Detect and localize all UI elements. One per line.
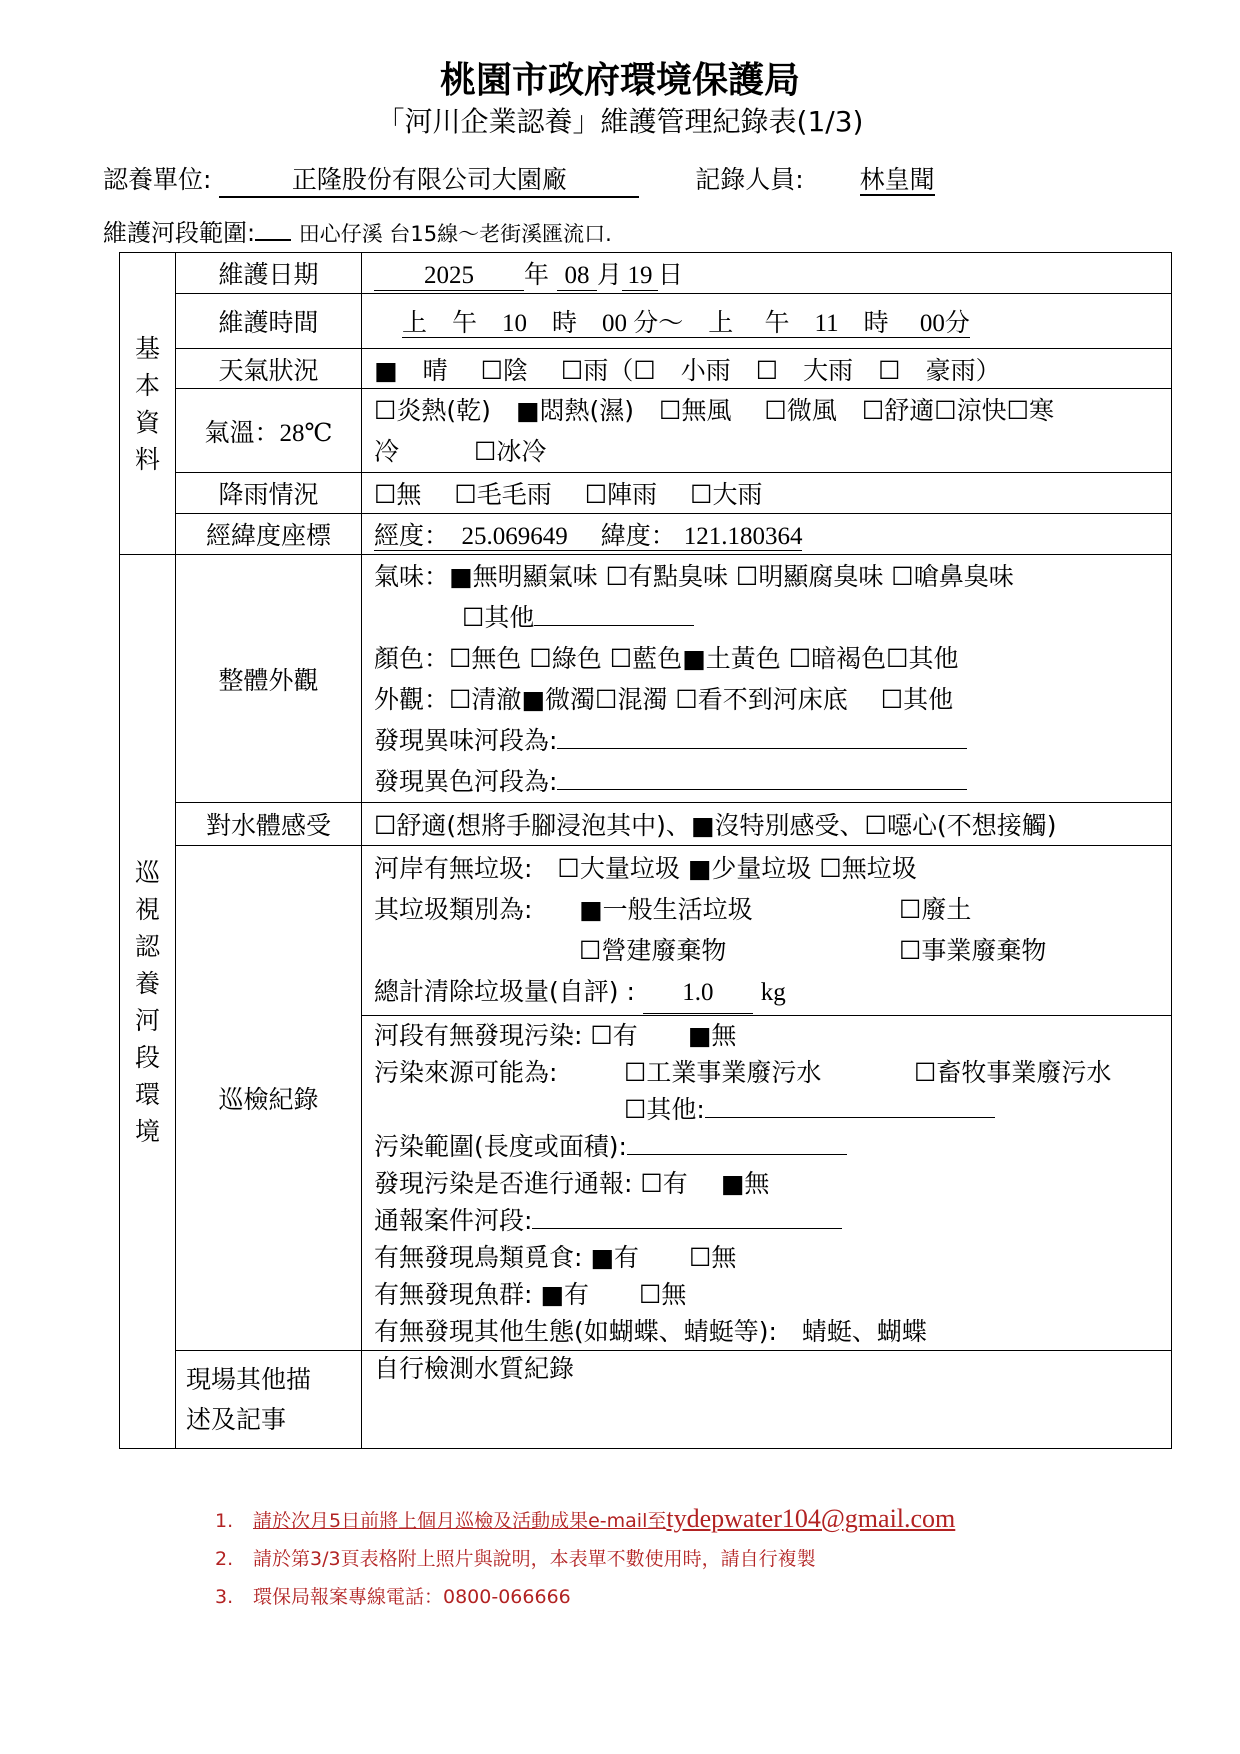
time-value: 上 午 10 時 00 分～ 上 午 11 時 00分 — [362, 294, 1172, 349]
section-basic: 基 本 資 料 — [120, 253, 176, 555]
recorder-value: 林皇聞 — [859, 165, 935, 194]
temp-label: 氣溫：28℃ — [176, 389, 362, 473]
feel-label: 對水體感受 — [176, 803, 362, 846]
record-table — [119, 252, 1172, 1449]
pollution-block: 河段有無發現污染: ☐有 ■無 污染來源可能為: ☐工業事業廢污水 ☐畜牧事業廢污水 ☐其他: 污染範圍(長度或面積): 發現污染是否進行通報: ☐有 ■無 通報案件河段: 有無發現鳥類覓食: ■有 ☐無 有無發現魚群: ■有 ☐無 有無發現其他生態(如蝴蝶、蜻蜓等): 蜻蜓、蝴蝶 — [362, 1016, 1172, 1351]
date-label: 維護日期 — [176, 253, 362, 294]
weather-label: 天氣狀況 — [176, 349, 362, 389]
rain-label: 降雨情況 — [176, 473, 362, 514]
info-unit-row — [103, 160, 935, 198]
range-label: 維護河段範圍: — [103, 219, 256, 247]
garbage-block: 河岸有無垃圾: ☐大量垃圾 ■少量垃圾 ☐無垃圾 其垃圾類別為: ■一般生活垃圾 ☐廢土 ☐營建廢棄物 ☐事業廢棄物 總計清除垃圾量(自評) : 1.0 kg — [362, 846, 1172, 1016]
agency-title: 桃園市政府環境保護局 — [439, 60, 800, 101]
form-title: 「河川企業認養」維護管理紀錄表(1/3) — [376, 105, 864, 138]
rain-value: ☐無 ☐毛毛雨 ☐陣雨 ☐大雨 — [362, 473, 1172, 514]
section-patrol: 巡 視 認 養 河 段 環 境 — [120, 555, 176, 1449]
info-range-row — [103, 213, 612, 248]
appearance-label: 整體外觀 — [176, 555, 362, 803]
time-label: 維護時間 — [176, 294, 362, 349]
date-value: 2025 年 08 月 19 日 — [362, 253, 1172, 294]
recorder-label: 記錄人員: — [695, 165, 804, 194]
feel-value: ☐舒適(想將手腳浸泡其中)、■沒特別感受、☐噁心(不想接觸) — [362, 803, 1172, 846]
coord-label: 經緯度座標 — [176, 514, 362, 555]
notes-list — [215, 1500, 955, 1616]
appearance-value: 氣味：■無明顯氣味 ☐有點臭味 ☐明顯腐臭味 ☐嗆鼻臭味 ☐其他 顏色：☐無色 ☐綠色 ☐藍色■土黃色 ☐暗褐色☐其他 外觀：☐清澈■微濁☐混濁 ☐看不到河床底 ☐其他 發現異味河段為: 發現異色河段為: — [362, 555, 1172, 803]
other-value: 自行檢測水質紀錄 — [362, 1351, 1172, 1449]
unit-label: 認養單位: — [103, 165, 212, 194]
unit-value: 正隆股份有限公司大園廠 — [219, 160, 639, 198]
note-item: 2. 請於第3/3頁表格附上照片與說明，本表單不數使用時，請自行複製 — [215, 1548, 816, 1570]
record-label: 巡檢紀錄 — [176, 846, 362, 1351]
coord-value: 經度： 25.069649 緯度： 121.180364 — [362, 514, 1172, 555]
note-item: 3. 環保局報案專線電話：0800-066666 — [215, 1586, 571, 1608]
other-label: 現場其他描 述及記事 — [176, 1351, 362, 1449]
email-link[interactable]: tydepwater104@gmail.com — [666, 1504, 956, 1533]
temp-value: ☐炎熱(乾) ■悶熱(濕) ☐無風 ☐微風 ☐舒適☐涼快☐寒 冷 ☐冰冷 — [362, 389, 1172, 473]
range-value: 田心仔溪 台15線～老街溪匯流口. — [298, 222, 612, 246]
weather-value: ■ 晴 ☐陰 ☐雨（☐ 小雨 ☐ 大雨 ☐ 豪雨） — [362, 349, 1172, 389]
note-item: 1. 請於次月5日前將上個月巡檢及活動成果e-mail至tydepwater104@gmail.com — [215, 1504, 956, 1533]
